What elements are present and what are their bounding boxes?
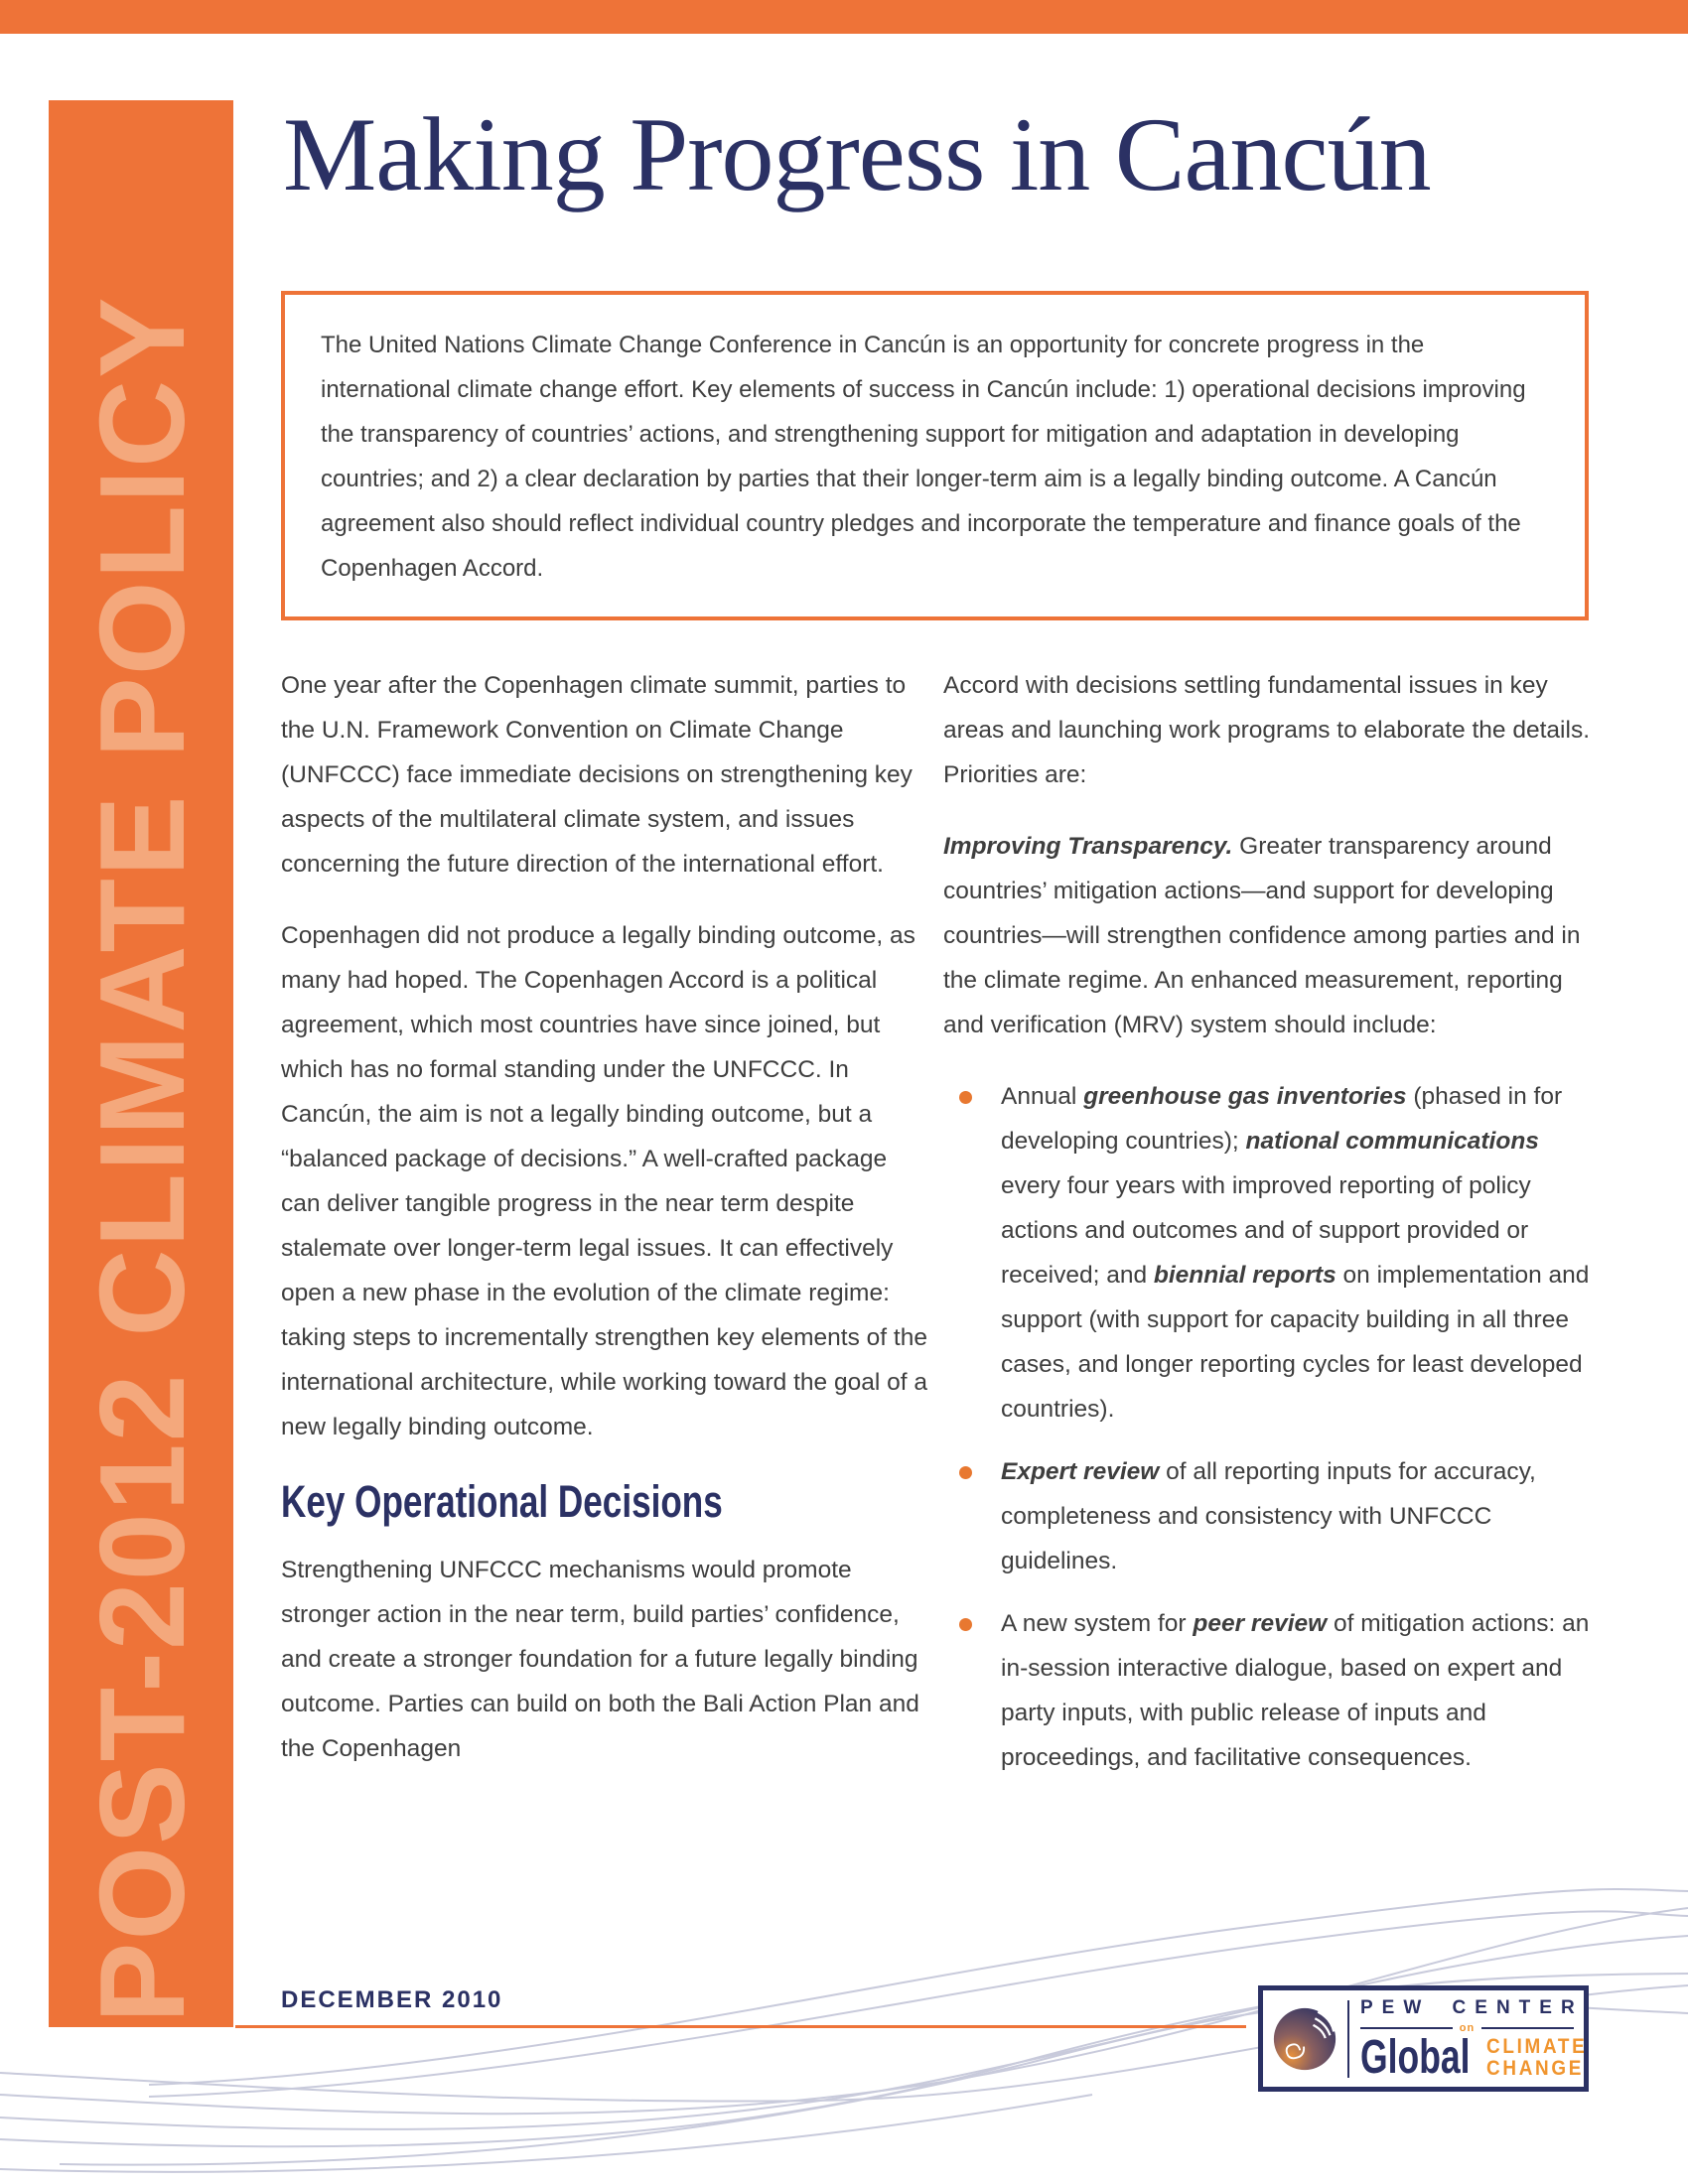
body-paragraph: Copenhagen did not produce a legally binding outcome, as many had hoped. The Copenhagen Accord is a political agreement, which most countries have since joined, but which has no formal standing under the UNFCCC. In Cancún, the aim is not a legally binding outcome, but a “balanced package of decisions.” A well-crafted package can deliver tangible progress in the near term despite stalemate over longer-term legal issues. It can effectively open a new phase in the evolution of the climate regime: taking steps to incrementally strengthen key elements of the international architecture, while working toward the goal of a new legally binding outcome. [281,922,927,1440]
body-paragraph: Accord with decisions settling fundamental issues in key areas and launching work programs to elaborate the details. Priorities are: [943,672,1590,788]
logo-global-label: Global [1360,2031,1471,2084]
logo-climate-label: CLIMATE [1486,2035,1588,2058]
section-heading: Key Operational Decisions [281,1476,723,1527]
list-item [943,1449,1599,1583]
logo-text [1360,1997,1588,2084]
logo-on-label: on [1459,2022,1476,2034]
body-paragraph: Improving Transparency. Greater transparency around countries’ mitigation actions—and support for developing countries—will strengthen confidence among parties and in the climate regime. An enhanced measurement, reporting and verification (MRV) system should include: [943,833,1581,1038]
right-column [943,663,1599,1798]
globe-icon [1272,2006,1337,2072]
bullet-dot-icon [959,1091,972,1104]
bullet-dot-icon [959,1618,972,1631]
left-column [281,663,928,1798]
issue-date: DECEMBER 2010 [281,1986,503,2013]
footer-divider-rule [235,2025,1246,2028]
body-paragraph: Strengthening UNFCCC mechanisms would promote stronger action in the near term, build parties’ confidence, and create a stronger foundation for a future legally binding outcome. Parties can build on both the Bali Action Plan and the Copenhagen [281,1557,919,1762]
list-item [943,1601,1599,1780]
logo-divider [1347,2000,1349,2078]
list-item-text: Annual greenhouse gas inventories (phased in for developing countries); national communications every four years with improved reporting of policy actions and outcomes and of support provided or received; and biennial reports on implementation and support (with support for capacity building in all three cases, and longer reporting cycles for least developed countries). [1001,1083,1590,1423]
list-item-text: Expert review of all reporting inputs for accuracy, completeness and consistency with UNFCCC guidelines. [1001,1458,1536,1574]
pew-center-logo [1258,1985,1589,2092]
bullet-dot-icon [959,1466,972,1479]
body-paragraph: One year after the Copenhagen climate summit, parties to the U.N. Framework Convention on Climate Change (UNFCCC) face immediate decisions on strengthening key aspects of the multilateral climate system, and issues concerning the future direction of the international effort. [281,672,913,878]
page-title: Making Progress in Cancún [283,96,1431,212]
logo-pew-center-label: PEW CENTER [1360,1997,1584,2018]
summary-box [281,291,1589,620]
list-item-text: A new system for peer review of mitigation actions: an in-session interactive dialogue, based on expert and party inputs, with public release of inputs and proceedings, and facilitative consequences. [1001,1610,1590,1771]
list-item [943,1074,1599,1432]
top-accent-bar [0,0,1688,34]
bullet-list [943,1074,1599,1780]
summary-text: The United Nations Climate Change Conference in Cancún is an opportunity for concrete progress in the international climate change effort. Key elements of success in Cancún include: 1) operational decisions improving the transparency of countries’ actions, and strengthening support for mitigation and adaptation in developing countries; and 2) a clear declaration by parties that their longer-term aim is a legally binding outcome. A Cancún agreement also should reflect individual country pledges and incorporate the temperature and finance goals of the Copenhagen Accord. [321,332,1526,582]
sidebar-vertical-label: POST-2012 CLIMATE POLICY [74,295,210,2023]
logo-change-label: CHANGE [1486,2057,1585,2080]
